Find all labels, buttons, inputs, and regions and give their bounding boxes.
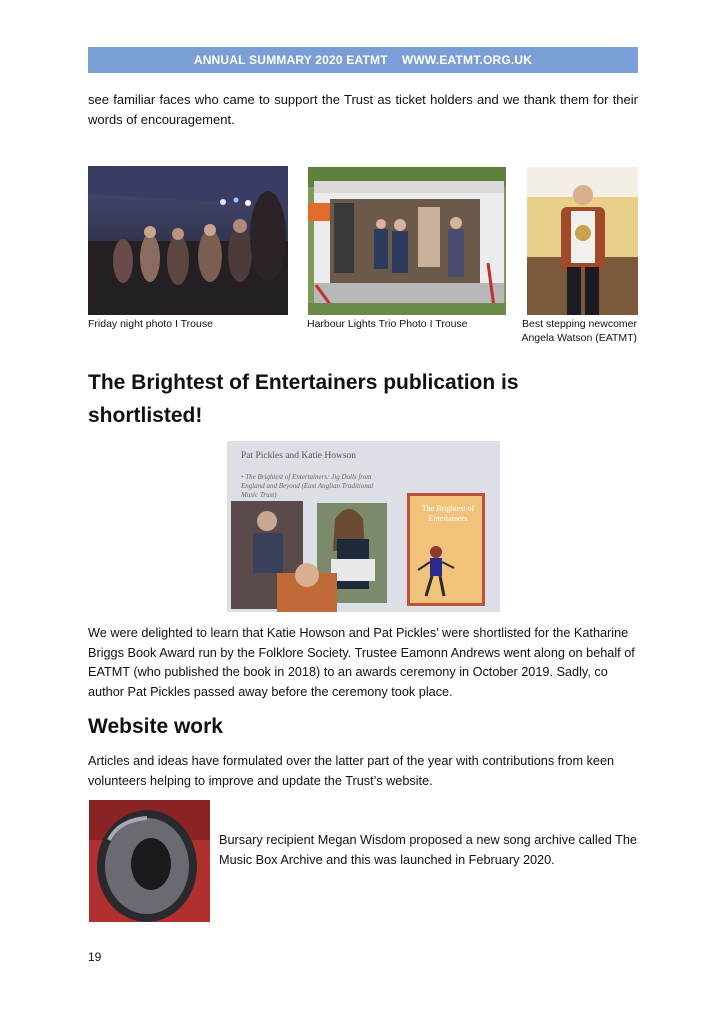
intro-paragraph: see familiar faces who came to support the Trust as ticket holders and we thank them for their words of encouragement.	[88, 92, 638, 127]
section-heading-line2: shortlisted!	[88, 404, 203, 427]
newcomer-caption-line2: Angela Watson (EATMT)	[521, 332, 637, 344]
header-text: ANNUAL SUMMARY 2020 EATMT WWW.EATMT.ORG.UK	[193, 53, 533, 67]
harbour-lights-caption: Harbour Lights Trio Photo I Trouse	[307, 318, 468, 330]
section-heading-website: Website work	[88, 715, 223, 738]
website-paragraph: Articles and ideas have formulated over the latter part of the year with contributions from keen volunteers helping to improve and update the Trust’s website.	[88, 754, 615, 788]
slide-bullet: • The Brightest of Entertainers: Jig Dolls from England and Beyond (East Anglian Traditional Music Trust)	[241, 473, 374, 499]
newcomer-photo	[527, 167, 638, 315]
section-heading-brightest	[88, 366, 638, 432]
jig-doll-figure	[410, 542, 482, 602]
book-cover	[407, 493, 485, 606]
friday-night-caption: Friday night photo I Trouse	[88, 318, 213, 330]
headphones-photo	[89, 800, 210, 922]
page-number: 19	[88, 950, 102, 964]
book-cover-title: The Brightest of Entertainers	[421, 504, 475, 523]
music-box-paragraph: Bursary recipient Megan Wisdom proposed a new song archive called The Music Box Archive and this was launched in February 2020.	[219, 833, 637, 867]
section-heading-line1: The Brightest of Entertainers publication is	[88, 371, 519, 394]
harbour-lights-photo	[308, 167, 506, 315]
slide-title: Pat Pickles and Katie Howson	[241, 451, 357, 461]
newcomer-caption-line1: Best stepping newcomer	[522, 318, 637, 330]
presentation-slide-photo	[227, 441, 500, 612]
document-header	[88, 47, 638, 73]
brightest-paragraph: We were delighted to learn that Katie Howson and Pat Pickles’ were shortlisted for the Katharine Briggs Book Award run by the Folklore Society. Trustee Eamonn Andrews went along on behalf of EATMT (who published the book in 2018) to an awards ceremony in October 2019. Sadly, co author Pat Pickles passed away before the ceremony took place.	[88, 626, 635, 699]
friday-night-photo	[88, 166, 288, 315]
newcomer-caption	[500, 317, 637, 345]
